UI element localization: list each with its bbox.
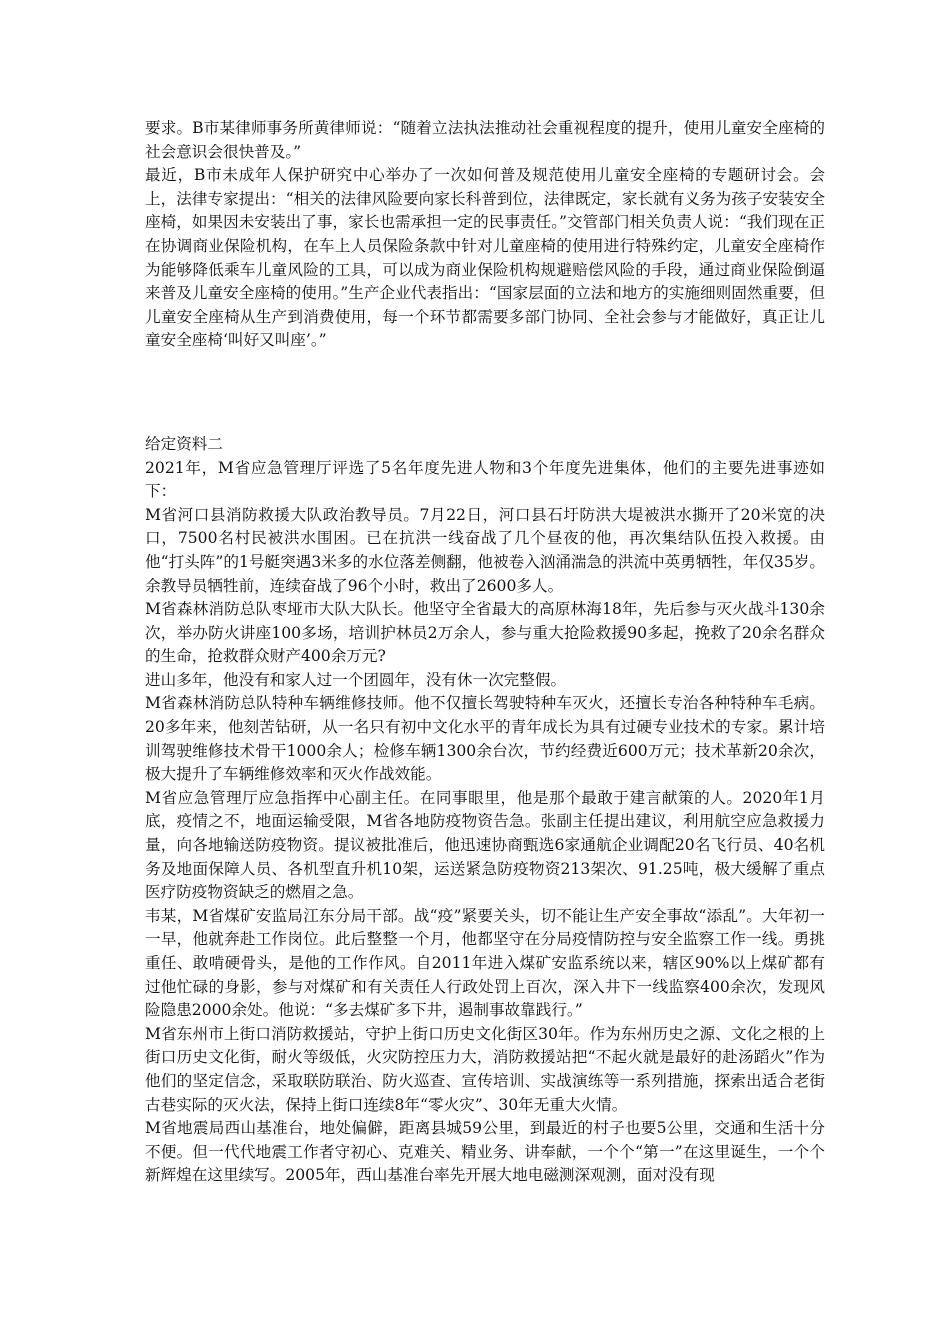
- paragraph: M省地震局西山基准台，地处偏僻，距离县城59公里，到最近的村子也要5公里，交通和生活十分不便。但一代代地震工作者守初心、克难关、精业务、讲奉献，一个个“第一”在这里诞生，一个个新辉煌在这里续写。2005年，西山基准台率先开展大地电磁测深观测，面对没有现: [145, 1119, 825, 1185]
- section-heading: 给定资料二: [145, 434, 223, 453]
- paragraph: 2021年，M省应急管理厅评选了5名年度先进人物和3个年度先进集体，他们的主要先进事迹如下：: [145, 458, 825, 501]
- paragraph: 进山多年，他没有和家人过一个团圆年，没有休一次完整假。: [145, 670, 567, 689]
- section-spacer: [145, 353, 825, 433]
- paragraph: M省森林消防总队枣垭市大队大队长。他坚守全省最大的高原林海18年，先后参与灭火战斗130余次，举办防火讲座100多场，培训护林员2万余人，参与重大抢险救援90多起，挽救了20余名群众的生命，抢救群众财产400余万元?: [145, 600, 825, 666]
- paragraph: M省东州市上街口消防救援站，守护上街口历史文化街区30年。作为东州历史之源、文化之根的上街口历史文化街，耐火等级低，火灾防控压力大，消防救援站把“不起火就是最好的赴汤蹈火”作为他们的坚定信念，采取联防联治、防火巡查、宣传培训、实战演练等一系列措施，探索出适合老街古巷实际的灭火法，保持上街口连续8年“零火灾”、30年无重大火情。: [145, 1024, 825, 1114]
- paragraph: M省应急管理厅应急指挥中心副主任。在同事眼里，他是那个最敢于建言献策的人。2020年1月底，疫情之不，地面运输受限，M省各地防疫物资告急。张副主任提出建议，利用航空应急救援力量，向各地输送防疫物资。提议被批准后，他迅速协商甄选6家通航企业调配20名飞行员、40名机务及地面保障人员、各机型直升机10架，运送紧急防疫物资213架次、91.25吨，极大缓解了重点医疗防疫物资缺乏的燃眉之急。: [145, 788, 825, 902]
- document-page: [145, 117, 825, 1188]
- paragraph: 最近，B市未成年人保护研究中心举办了一次如何普及规范使用儿童安全座椅的专题研讨会。会上，法律专家提出：“相关的法律风险要向家长科普到位，法律既定，家长就有义务为孩子安装安全座椅，如果因未安装出了事，家长也需承担一定的民事责任。”交管部门相关负责人说：“我们现在正在协调商业保险机构，在车上人员保险条款中针对儿童座椅的使用进行特殊约定，儿童安全座椅作为能够降低乘车儿童风险的工具，可以成为商业保险机构规避赔偿风险的手段，通过商业保险倒逼来普及儿童安全座椅的使用。”生产企业代表指出：“国家层面的立法和地方的实施细则固然重要，但儿童安全座椅从生产到消费使用，每一个环节都需要多部门协同、全社会参与才能做好，真正让儿童安全座椅‘叫好又叫座’。”: [145, 166, 825, 350]
- paragraph: M省森林消防总队特种车辆维修技师。他不仅擅长驾驶特种车灭火，还擅长专治各种特种车毛病。20多年来，他刻苦钻研，从一名只有初中文化水平的青年成长为具有过硬专业技术的专家。累计培训驾驶维修技术骨干1000余人；检修车辆1300余台次，节约经费近600万元；技术革新20余次，极大提升了车辆维修效率和灭火作战效能。: [145, 694, 825, 784]
- paragraph: 韦某，M省煤矿安监局江东分局干部。战“疫”紧要关头，切不能让生产安全事故“添乱”。大年初一一早，他就奔赴工作岗位。此后整整一个月，他都坚守在分局疫情防控与安全监察工作一线。勇挑重任、敢啃硬骨头，是他的工作作风。自2011年进入煤矿安监系统以来，辖区90%以上煤矿都有过他忙碌的身影，参与对煤矿和有关责任人行政处罚上百次，深入井下一线监察400余次，发现风险隐患2000余处。他说：“多去煤矿多下井，遏制事故靠践行。”: [145, 906, 825, 1020]
- paragraph: 要求。B市某律师事务所黄律师说：“随着立法执法推动社会重视程度的提升，使用儿童安全座椅的社会意识会很快普及。”: [145, 119, 825, 161]
- paragraph: M省河口县消防救援大队政治教导员。7月22日，河口县石圩防洪大堤被洪水撕开了20米宽的决口，7500名村民被洪水围困。已在抗洪一线奋战了几个昼夜的他，再次集结队伍投入救援。由他“打头阵”的1号艇突遇3米多的水位落差侧翻，他被卷入汹涌湍急的洪流中英勇牺牲，年仅35岁。余教导员牺牲前，连续奋战了96个小时，救出了2600多人。: [145, 505, 825, 595]
